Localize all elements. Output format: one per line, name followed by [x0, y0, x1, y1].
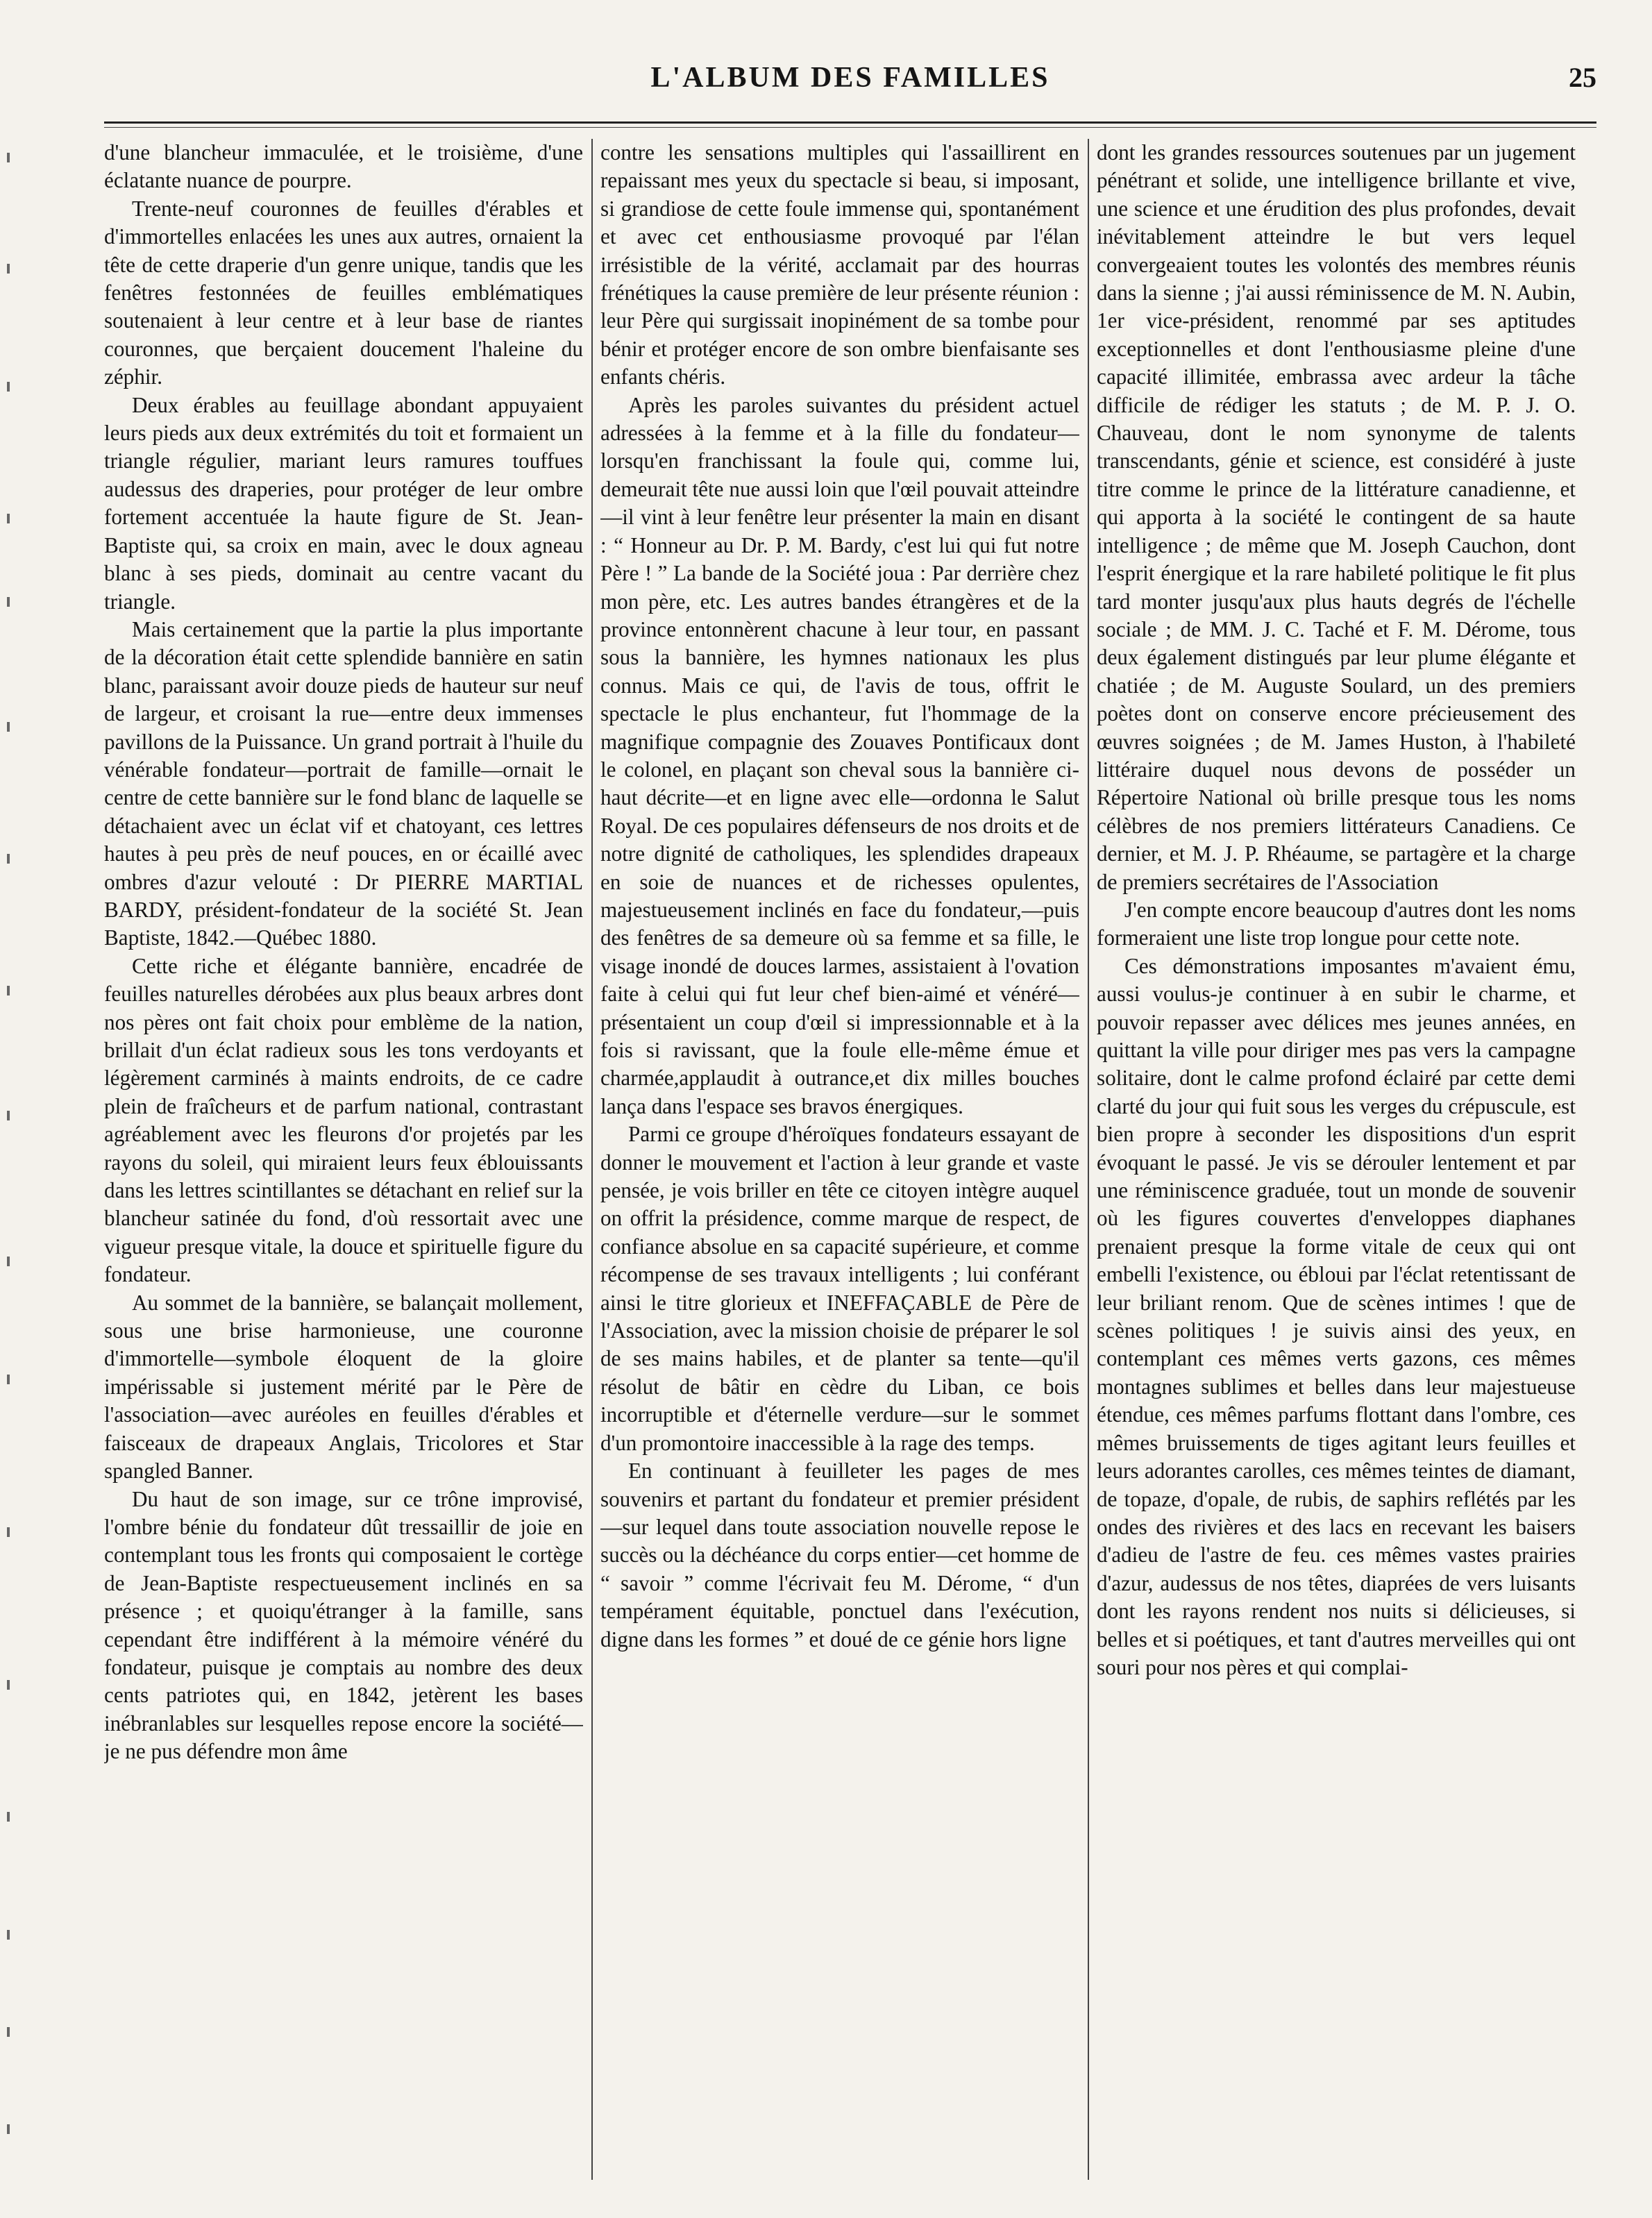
margin-tick: [7, 1527, 10, 1537]
running-head: [104, 61, 1596, 110]
page-number: 25: [1569, 62, 1596, 93]
paragraph: Deux érables au feuillage abondant appuyaient leurs pieds aux deux extrémités du toit et formaient un triangle régulier, mariant leurs ramures touffues audessus des draperies, pour protéger de leur ombre fortement accentuée la haute figure de St. Jean-Baptiste qui, sa croix en main, avec le doux agneau blanc à ses pieds, dominait au centre vacant du triangle.: [104, 392, 583, 614]
paragraph: Au sommet de la bannière, se balançait mollement, sous une brise harmonieuse, une couronne d'immortelle—symbole éloquent de la gloire impérissable si justement mérité par le Père de l'association—avec auréoles en feuilles d'érables et faisceaux de drapeaux Anglais, Tricolores et Star spangled Banner.: [104, 1290, 583, 1484]
scan-margin-marks: [7, 153, 15, 2166]
paragraph: Trente-neuf couronnes de feuilles d'érables et d'immortelles enlacées les unes aux autres, ornaient la tête de cette draperie d'un genre unique, tandis que les fenêtres festonnées de feuilles emblématiques soutenaient à leur centre et à leur base de riantes couronnes, que berçaient doucement l'haleine du zéphir.: [104, 196, 583, 389]
margin-tick: [7, 382, 10, 392]
paragraph: d'une blancheur immaculée, et le troisième, d'une éclatante nuance de pourpre.: [104, 140, 583, 193]
column-separator-2: [1088, 139, 1089, 2180]
paragraph: contre les sensations multiples qui l'assaillirent en repaissant mes yeux du spectacle si beau, si imposant, si grandiose de cette foule immense qui, spontanément et avec cet enthousiasme provoqué par l'élan irrésistible de la vérité, acclamait par des hourras frénétiques la cause première de leur présente réunion : leur Père qui surgissait inopinément de sa tombe pour bénir et protéger encore de son ombre bienfaisante ses enfants chéris.: [600, 140, 1079, 389]
margin-tick: [7, 1680, 10, 1690]
margin-tick: [7, 2027, 10, 2037]
margin-tick: [7, 264, 10, 274]
margin-tick: [7, 1111, 10, 1120]
column-1: [104, 139, 583, 2180]
paragraph: dont les grandes ressources soutenues par un jugement pénétrant et solide, une intelligence brillante et vive, une science et une érudition des plus profondes, devait inévitablement atteindre le but vers lequel convergeaient toutes les volontés des membres réunis dans la sienne ; j'ai aussi réminissence de M. N. Aubin, 1er vice-président, renommé par ses aptitudes exceptionnelles et dont l'enthousiasme pleine d'une capacité illimitée, embrassa avec ardeur la tâche difficile de rédiger les statuts ; de M. P. J. O. Chauveau, dont le nom synonyme de talents transcendants, génie et science, est considéré à juste titre comme le prince de la littérature canadienne, et qui apporta à la société le contingent de sa haute intelligence ; de même que M. Joseph Cauchon, dont l'esprit énergique et la rare habileté politique le fit plus tard monter jusqu'aux plus hauts degrés de l'échelle sociale ; de MM. J. C. Taché et F. M. Dérome, tous deux également distingués par leur plume élégante et chatiée ; de M. Auguste Soulard, un des premiers poètes dont on conserve encore précieusement des œuvres soignées ; de M. James Huston, à l'habileté littéraire duquel nous devons de posséder un Répertoire National où brille presque tous les noms célèbres de nos premiers littérateurs Canadiens. Ce dernier, et M. J. P. Rhéaume, se partagère et la charge de premiers secrétaires de l'Association: [1097, 140, 1576, 894]
margin-tick: [7, 153, 10, 162]
paragraph: Mais certainement que la partie la plus importante de la décoration était cette splendide bannière en satin blanc, paraissant avoir douze pieds de hauteur sur neuf de largeur, et croisant la rue—entre deux immenses pavillons de la Puissance. Un grand portrait à l'huile du vénérable fondateur—portrait de famille—ornait le centre de cette bannière sur le fond blanc de laquelle se détachaient avec un éclat vif et chatoyant, ces lettres hautes à peu près de neuf pouces, en or écaillé avec ombres d'azur velouté : Dr PIERRE MARTIAL BARDY, président-fondateur de la société St. Jean Baptiste, 1842.—Québec 1880.: [104, 616, 583, 950]
margin-tick: [7, 597, 10, 607]
paragraph: J'en compte encore beaucoup d'autres dont les noms formeraient une liste trop longue pour cette note.: [1097, 897, 1576, 950]
margin-tick: [7, 1812, 10, 1822]
paragraph: Après les paroles suivantes du président actuel adressées à la femme et à la fille du fondateur—lorsqu'en franchissant la foule qui, comme lui, demeurait tête nue aussi loin que l'œil pouvait atteindre—il vint à leur fenêtre leur présenter la main en disant : “ Honneur au Dr. P. M. Bardy, c'est lui qui fut notre Père ! ” La bande de la Société joua : Par derrière chez mon père, etc. Les autres bandes étrangères et de la province entonnèrent chacune à leur tour, en passant sous la bannière, les hymnes nationaux les plus connus. Mais ce qui, de l'avis de tous, offrit le spectacle le plus enchanteur, fut l'hommage de la magnifique compagnie des Zouaves Pontificaux dont le colonel, en plaçant son cheval sous la bannière ci-haut décrite—et en ligne avec elle—ordonna le Salut Royal. De ces populaires défenseurs de nos droits et de notre dignité de catholiques, les splendides drapeaux en soie de nuances et de richesses opulentes, majestueusement inclinés en face du fondateur,—puis des fenêtres de sa demeure où sa femme et sa fille, le visage inondé de douces larmes, assistaient à l'ovation faite à celui qui fut leur chef bien-aimé et vénéré—présentaient un coup d'œil si impressionnable et à la fois si ravissant, que la foule elle-même émue et charmée,applaudit à outrance,et dix milles bouches lança dans l'espace ses bravos énergiques.: [600, 392, 1079, 1118]
column-separator-1: [591, 139, 593, 2180]
margin-tick: [7, 986, 10, 995]
paragraph: Parmi ce groupe d'héroïques fondateurs essayant de donner le mouvement et l'action à leur grande et vaste pensée, je vois briller en tête ce citoyen intègre auquel on offrit la présidence, comme marque de respect, de confiance absolue en sa capacité supérieure, et comme récompense de ses travaux intelligents ; lui conférant ainsi le titre glorieux et INEFFAÇABLE de Père de l'Association, avec la mission choisie de préparer le sol de ses mains habiles, et de planter sa tente—qu'il résolut de bâtir en cèdre du Liban, ce bois incorruptible et d'éternelle verdure—sur le sommet d'un promontoire inaccessible à la rage des temps.: [600, 1122, 1079, 1455]
margin-tick: [7, 854, 10, 864]
journal-title: L'ALBUM DES FAMILLES: [650, 62, 1050, 94]
margin-tick: [7, 1930, 10, 1940]
paragraph: En continuant à feuilleter les pages de mes souvenirs et partant du fondateur et premier président—sur lequel dans toute association nouvelle repose le succès ou la déchéance du corps entier—cet homme de “ savoir ” comme l'écrivait feu M. Dérome, “ d'un tempérament équitable, ponctuel dans l'exécution, digne dans les formes ” et doué de ce génie hors ligne: [600, 1459, 1079, 1652]
margin-tick: [7, 722, 10, 732]
margin-tick: [7, 2124, 10, 2134]
column-3: [1097, 139, 1576, 2180]
margin-tick: [7, 1375, 10, 1384]
header-rule: [104, 121, 1596, 128]
paragraph: Ces démonstrations imposantes m'avaient ému, aussi voulus-je continuer à en subir le charme, et pouvoir repasser avec délices mes jeunes années, en quittant la ville pour diriger mes pas vers la campagne solitaire, dont le calme profond éclairé par cette demi clarté du jour qui fuit sous les verges du crépuscule, est bien propre à seconder les dispositions d'un esprit évoquant le passé. Je vis se dérouler lentement et par une réminiscence graduée, tout un monde de souvenir où les figures couvertes d'enveloppes diaphanes prenaient presque la forme vitale de ceux qui ont embelli l'existence, ou ébloui par l'éclat retentissant de leur briliant renom. Que de scènes intimes ! que de scènes politiques ! je suivis ainsi des yeux, en contemplant ces mêmes verts gazons, ces mêmes montagnes sublimes et belles dans leur majestueuse étendue, ces mêmes parfums flottant dans l'ombre, ces mêmes bruissements de tiges agitant leurs feuilles et leurs adorantes carolles, ces mêmes teintes de diamant, de topaze, d'opale, de rubis, de saphirs reflétés par les ondes des rivières et des lacs en recevant les baisers d'adieu de l'astre de feu. ces mêmes vastes prairies d'azur, audessus de nos têtes, diaprées de vers luisants dont les rayons rendent nos nuits si délicieuses, si belles et si poétiques, et tant d'autres merveilles qui ont souri pour nos pères et qui complai-: [1097, 953, 1576, 1679]
margin-tick: [7, 514, 10, 523]
text-columns: [104, 139, 1596, 2180]
column-2: [600, 139, 1079, 2180]
paragraph: Cette riche et élégante bannière, encadrée de feuilles naturelles dérobées aux plus beaux arbres dont nos pères ont fait choix pour emblème de la nation, brillait d'un éclat radieux sous les tons verdoyants et légèrement carminés à maints endroits, de ce cadre plein de fraîcheurs et de parfum national, contrastant agréablement avec les fleurons d'or projetés par les rayons du soleil, qui miraient leurs feux éblouissants dans les lettres scintillantes se détachant en relief sur la blancheur satinée du fond, d'où ressortait avec une vigueur presque vitale, la douce et spirituelle figure du fondateur.: [104, 953, 583, 1287]
paragraph: Du haut de son image, sur ce trône improvisé, l'ombre bénie du fondateur dût tressaillir de joie en contemplant tous les fronts qui composaient le cortège de Jean-Baptiste respectueusement inclinés en sa présence ; et quoiqu'étranger à la famille, sans cependant être indifférent à la mémoire vénéré du fondateur, puisque je comptais au nombre des deux cents patriotes qui, en 1842, jetèrent les bases inébranlables sur lesquelles repose encore la société—je ne pus défendre mon âme: [104, 1486, 583, 1764]
margin-tick: [7, 1257, 10, 1266]
